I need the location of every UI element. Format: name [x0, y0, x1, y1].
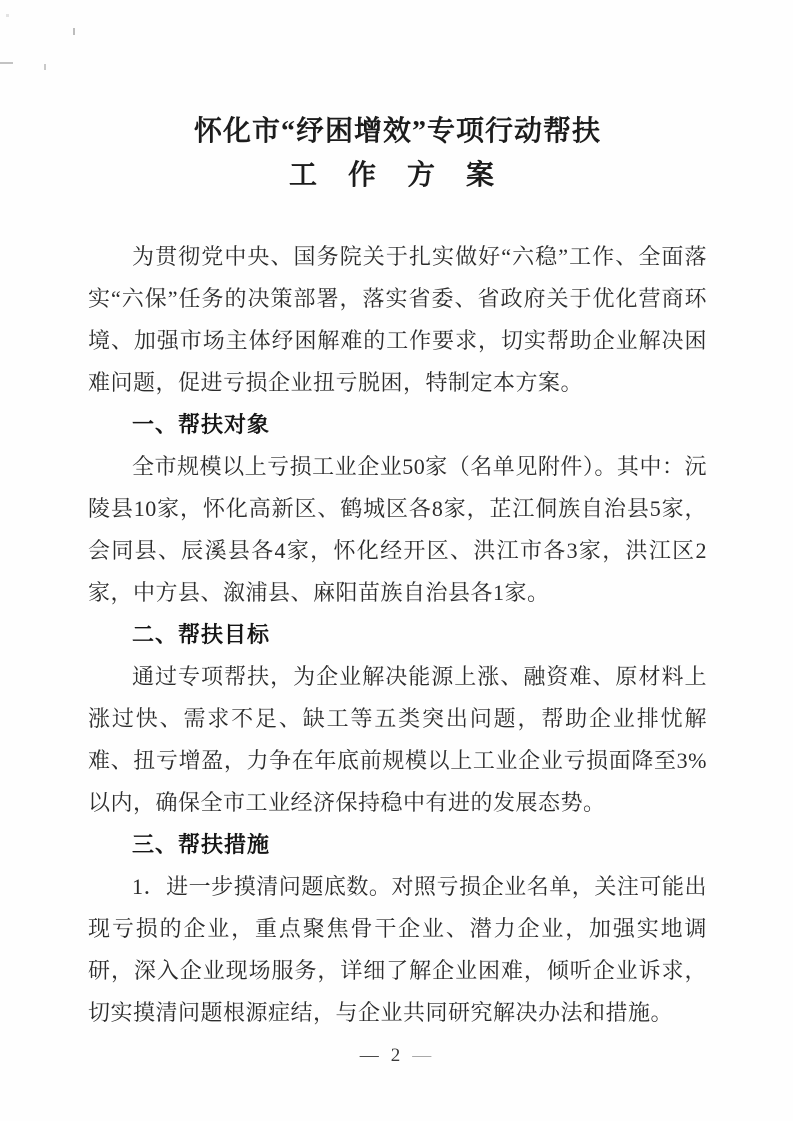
- document-title-line1: 怀化市“纾困增效”专项行动帮扶: [193, 116, 601, 147]
- section-1-body: 全市规模以上亏损工业企业50家（名单见附件）。其中：沅陵县10家，怀化高新区、鹤城区各8家，芷江侗族自治县5家，会同县、辰溪县各4家，怀化经开区、洪江市各3家，洪江区2家，中方县、溆浦县、麻阳苗族自治县各1家。: [88, 454, 707, 605]
- page-number-dash-right: —: [412, 1045, 434, 1066]
- scan-artifact: [73, 28, 75, 35]
- scan-artifact: [0, 62, 13, 64]
- intro-paragraph: 为贯彻党中央、国务院关于扎实做好“六稳”工作、全面落实“六保”任务的决策部署，落实省委、省政府关于优化营商环境、加强市场主体纾困解难的工作要求，切实帮助企业解决困难问题，促进亏损企业扭亏脱困，特制定本方案。: [88, 244, 707, 395]
- section-3-body: 1．进一步摸清问题底数。对照亏损企业名单，关注可能出现亏损的企业，重点聚焦骨干企业、潜力企业，加强实地调研，深入企业现场服务，详细了解企业困难，倾听企业诉求，切实摸清问题根源症结，与企业共同研究解决办法和措施。: [88, 874, 707, 1025]
- document-title-line2: 工 作 方 案: [288, 160, 506, 191]
- scan-artifact: [44, 64, 46, 70]
- page-number: [0, 1045, 793, 1067]
- page-number-dash-left: —: [359, 1045, 381, 1066]
- scan-artifact: [6, 14, 9, 17]
- section-1-heading: 一、帮扶对象: [132, 412, 271, 437]
- page-number-value: 2: [390, 1045, 403, 1066]
- document-body: [88, 0, 707, 1034]
- section-3-heading: 三、帮扶措施: [132, 832, 271, 857]
- section-2-heading: 二、帮扶目标: [132, 622, 271, 647]
- section-2-body: 通过专项帮扶，为企业解决能源上涨、融资难、原材料上涨过快、需求不足、缺工等五类突出问题，帮助企业排忧解难、扭亏增盈，力争在年底前规模以上工业企业亏损面降至3%以内，确保全市工业经济保持稳中有进的发展态势。: [88, 664, 707, 815]
